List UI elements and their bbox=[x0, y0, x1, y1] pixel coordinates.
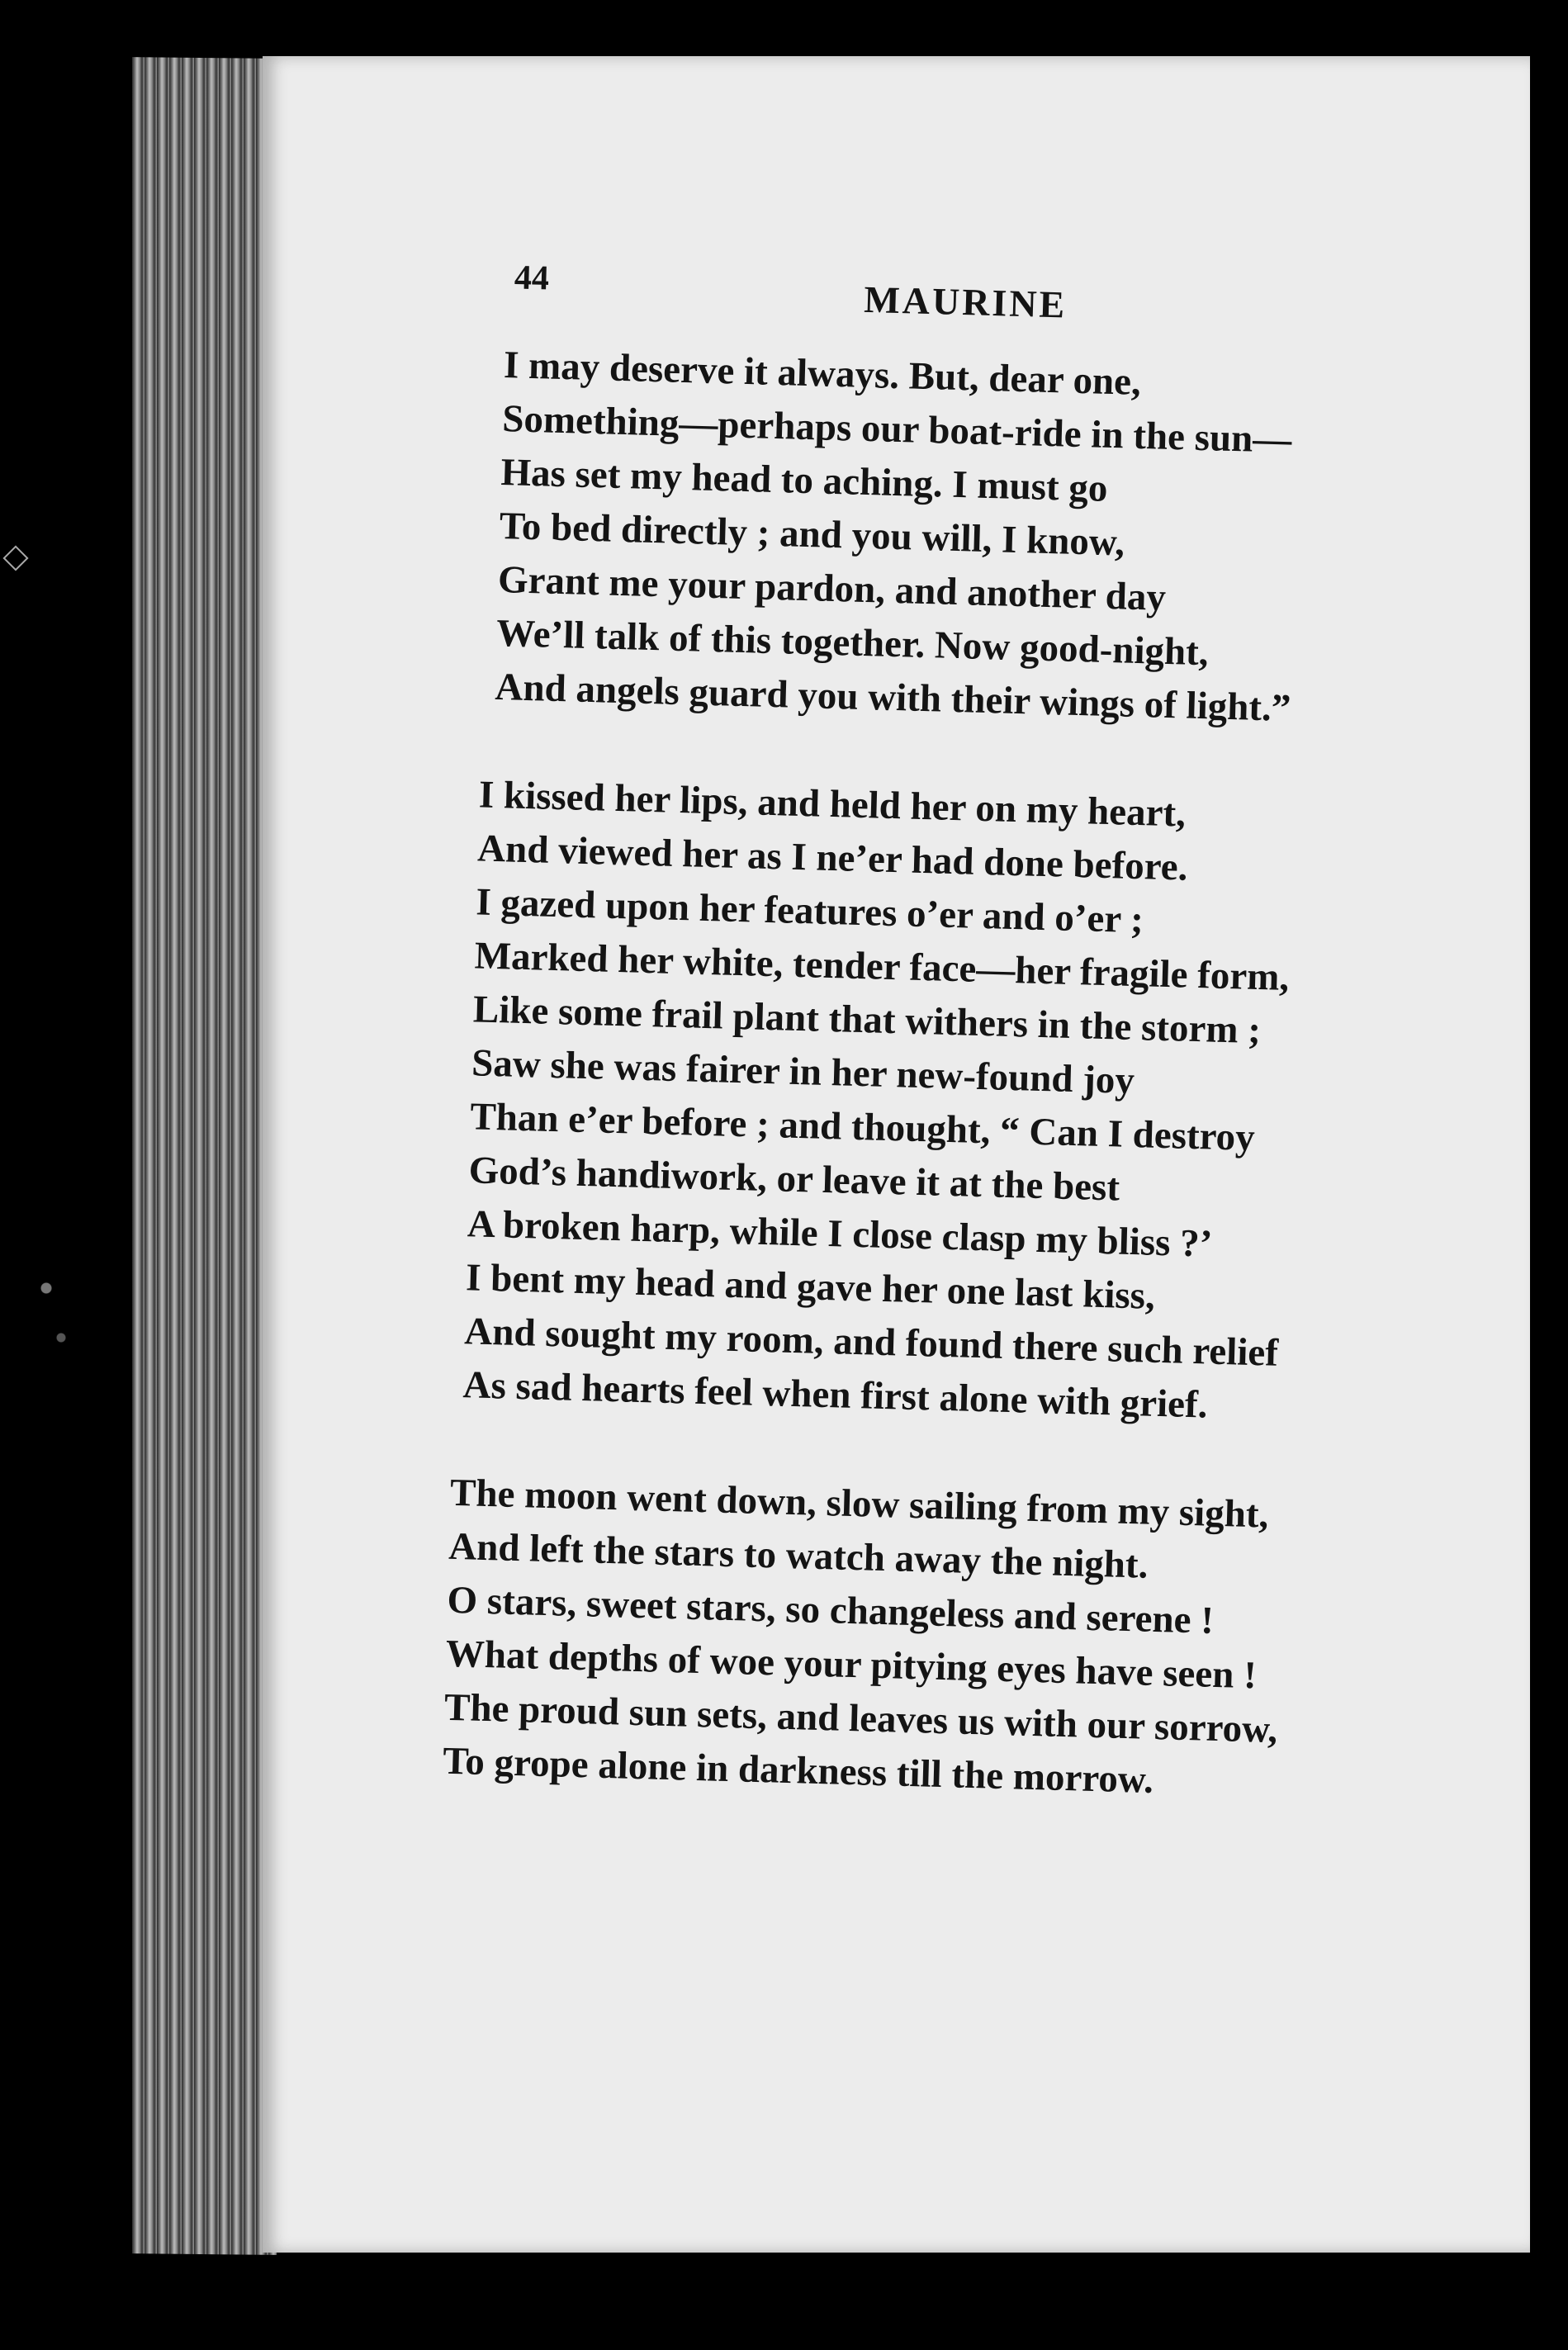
stanza-1 bbox=[430, 337, 1398, 738]
verse-line: I gazed upon her features o’er and o’er ; bbox=[475, 880, 1144, 942]
right-shadow-band bbox=[1533, 0, 1568, 2350]
verse-line: The moon went down, slow sailing from my sight, bbox=[449, 1471, 1269, 1537]
verse-line: As sad hearts feel when first alone with grief. bbox=[462, 1363, 1209, 1427]
verse-line: I may deserve it always. But, dear one, bbox=[503, 343, 1142, 404]
verse-line: Marked her white, tender face—her fragile form, bbox=[474, 934, 1290, 1000]
stanza-2 bbox=[411, 767, 1386, 1437]
verse-line: A broken harp, while I close clasp my bliss ?’ bbox=[467, 1202, 1214, 1266]
film-mark bbox=[2, 545, 28, 571]
verse-line: I kissed her lips, and held her on my heart, bbox=[478, 773, 1187, 836]
page-number: 44 bbox=[514, 258, 550, 298]
page-block-edges bbox=[132, 57, 277, 2255]
verse-line: God’s handiwork, or leave it at the best bbox=[468, 1149, 1120, 1210]
verse-line: Has set my head to aching. I must go bbox=[500, 451, 1109, 510]
verse-line: And viewed her as I ne’er had done before. bbox=[476, 827, 1189, 889]
verse-line: Saw she was fairer in her new-found joy bbox=[471, 1041, 1135, 1103]
verse-line: We’ll talk of this together. Now good-night, bbox=[495, 611, 1210, 675]
page-text bbox=[400, 246, 1400, 1868]
verse-line: To grope alone in darkness till the morrow. bbox=[442, 1739, 1154, 1802]
verse-line: Grant me your pardon, and another day bbox=[497, 557, 1167, 619]
verse-line: And sought my room, and found there such relief bbox=[463, 1310, 1279, 1375]
verse-line: I bent my head and gave her one last kiss, bbox=[465, 1256, 1156, 1318]
verse-line: What depths of woe your pitying eyes have seen ! bbox=[445, 1632, 1258, 1698]
verse-line: Like some frail plant that withers in the storm ; bbox=[472, 988, 1262, 1053]
verse-line: Something—perhaps our boat-ride in the sun— bbox=[501, 397, 1292, 462]
verse-line: The proud sun sets, and leaves us with our sorrow, bbox=[443, 1685, 1278, 1751]
running-title: MAURINE bbox=[863, 277, 1068, 326]
film-specks bbox=[17, 1222, 91, 1387]
verse-line: And left the stars to watch away the night. bbox=[448, 1524, 1149, 1587]
verse-line: O stars, sweet stars, so changeless and serene ! bbox=[446, 1578, 1215, 1642]
stanza-3 bbox=[400, 1465, 1367, 1812]
verse-line: To bed directly ; and you will, I know, bbox=[499, 504, 1125, 565]
verse-line: Than e’er before ; and thought, “ Can I destroy bbox=[469, 1095, 1256, 1159]
verse-line: And angels guard you with their wings of light.” bbox=[494, 665, 1292, 730]
